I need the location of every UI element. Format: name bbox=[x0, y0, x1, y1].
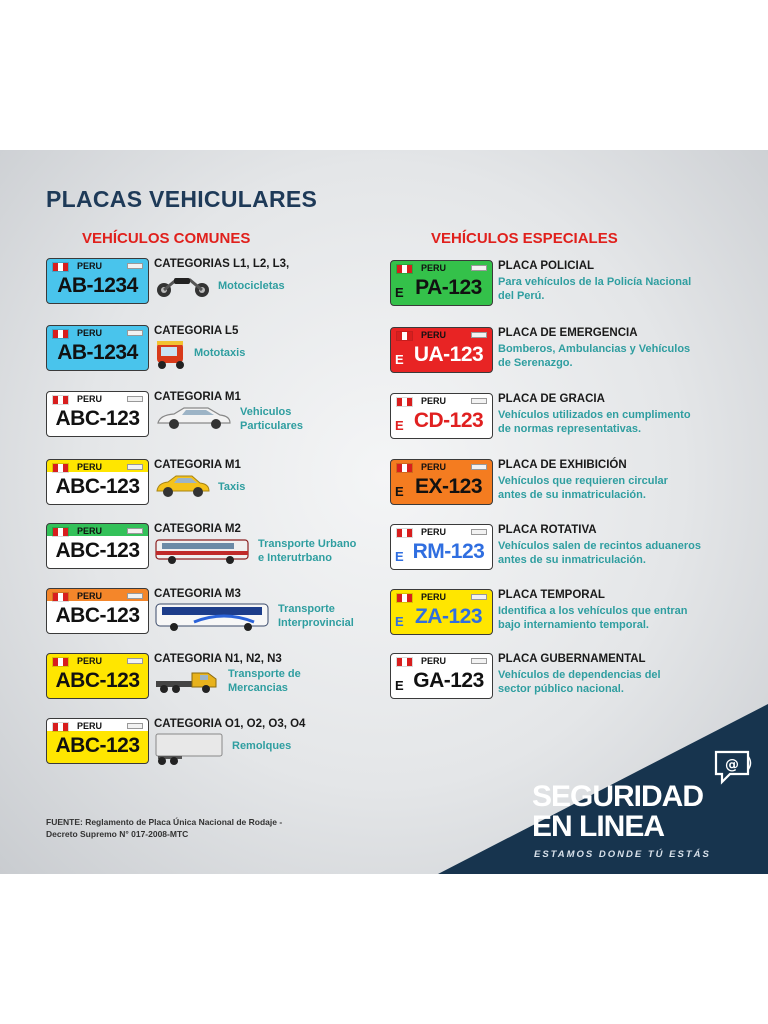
plate-number: AB-1234 bbox=[57, 274, 138, 297]
peru-flag-icon bbox=[53, 396, 68, 404]
plate-country: PERU bbox=[421, 656, 447, 666]
plate-description bbox=[194, 346, 245, 360]
license-plate bbox=[390, 260, 493, 306]
description-line: Transporte Urbano bbox=[258, 538, 357, 550]
plate-code-box bbox=[471, 529, 487, 535]
plate-description bbox=[498, 539, 701, 567]
plate-number: PA-123 bbox=[415, 276, 482, 299]
description-line: Vehículos utilizados en cumplimento bbox=[498, 409, 691, 421]
plate-description bbox=[278, 602, 354, 630]
license-plate bbox=[390, 459, 493, 505]
peru-flag-icon bbox=[397, 332, 412, 340]
plate-country: PERU bbox=[421, 263, 447, 273]
plate-number: ABC-123 bbox=[55, 734, 140, 757]
description-line: Identifica a los vehículos que entran bbox=[498, 605, 688, 617]
plate-country: PERU bbox=[77, 328, 103, 338]
plate-number: GA-123 bbox=[413, 669, 484, 692]
coach-bus-icon bbox=[154, 602, 272, 637]
motorcycle-icon bbox=[154, 272, 212, 303]
plate-description bbox=[498, 604, 688, 632]
license-plate bbox=[390, 327, 493, 373]
at-sign-chat-icon bbox=[712, 748, 754, 793]
plate-category: CATEGORIA M1 bbox=[154, 391, 241, 403]
description-line: Particulares bbox=[240, 420, 303, 432]
urban-bus-icon bbox=[154, 537, 252, 570]
description-line: antes de su inmatriculación. bbox=[498, 554, 646, 566]
peru-flag-icon bbox=[53, 658, 68, 666]
plate-description bbox=[232, 739, 291, 753]
brand-tagline: ESTAMOS DONDE TÚ ESTÁS bbox=[534, 849, 711, 860]
plate-country: PERU bbox=[421, 527, 447, 537]
plate-code-box bbox=[471, 594, 487, 600]
plate-code-box bbox=[127, 593, 143, 599]
plate-code-box bbox=[127, 528, 143, 534]
description-line: Vehículos que requieren circular bbox=[498, 475, 668, 487]
description-line: e Interutrbano bbox=[258, 552, 332, 564]
plate-code-box bbox=[127, 330, 143, 336]
description-line: Taxis bbox=[218, 481, 246, 493]
trailer-icon bbox=[154, 732, 226, 771]
plate-number: ABC-123 bbox=[55, 669, 140, 692]
description-line: Vehículos de dependencias del bbox=[498, 669, 661, 681]
plate-description bbox=[240, 405, 303, 433]
peru-flag-icon bbox=[53, 464, 68, 472]
license-plate bbox=[46, 588, 149, 634]
plate-description bbox=[228, 667, 301, 695]
peru-flag-icon bbox=[397, 529, 412, 537]
plate-code-box bbox=[471, 398, 487, 404]
description-line: Bomberos, Ambulancias y Vehículos bbox=[498, 343, 691, 355]
plate-country: PERU bbox=[421, 330, 447, 340]
plate-prefix: E bbox=[395, 352, 404, 367]
plate-description bbox=[218, 480, 245, 494]
brand-name-line-1: SEGURIDAD bbox=[532, 780, 704, 813]
license-plate bbox=[46, 523, 149, 569]
plate-prefix: E bbox=[395, 418, 404, 433]
plate-category: CATEGORIA M2 bbox=[154, 523, 241, 535]
plate-number: EX-123 bbox=[414, 475, 483, 498]
plate-prefix: E bbox=[395, 678, 404, 693]
svg-text:@: @ bbox=[725, 757, 739, 773]
description-line: de normas representativas. bbox=[498, 423, 642, 435]
plate-number: UA-123 bbox=[413, 343, 484, 366]
peru-flag-icon bbox=[397, 398, 412, 406]
description-line: de Serenazgo. bbox=[498, 357, 573, 369]
plate-number: ABC-123 bbox=[55, 475, 140, 498]
peru-flag-icon bbox=[53, 593, 68, 601]
license-plate bbox=[46, 718, 149, 764]
description-line: Para vehículos de la Policía Nacional bbox=[498, 276, 692, 288]
section-title-special: VEHÍCULOS ESPECIALES bbox=[431, 230, 618, 247]
taxi-icon bbox=[154, 473, 212, 504]
peru-flag-icon bbox=[53, 330, 68, 338]
plate-description bbox=[258, 537, 356, 565]
plate-description bbox=[498, 275, 691, 303]
plate-country: PERU bbox=[77, 656, 103, 666]
plate-country: PERU bbox=[77, 462, 103, 472]
license-plate bbox=[390, 524, 493, 570]
plate-category: CATEGORIA O1, O2, O3, O4 bbox=[154, 718, 306, 730]
plate-code-box bbox=[471, 464, 487, 470]
plate-prefix: E bbox=[395, 614, 404, 629]
peru-flag-icon bbox=[53, 263, 68, 271]
license-plate bbox=[46, 325, 149, 371]
license-plate bbox=[390, 393, 493, 439]
plate-category: CATEGORIA M3 bbox=[154, 588, 241, 600]
plate-category: PLACA POLICIAL bbox=[498, 260, 595, 272]
plate-description bbox=[498, 408, 691, 436]
license-plate bbox=[390, 653, 493, 699]
description-line: Remolques bbox=[232, 740, 292, 752]
description-line: Transporte bbox=[278, 603, 335, 615]
peru-flag-icon bbox=[53, 528, 68, 536]
plate-prefix: E bbox=[395, 549, 404, 564]
peru-flag-icon bbox=[397, 594, 412, 602]
plate-description bbox=[218, 279, 285, 293]
description-line: sector público nacional. bbox=[498, 683, 624, 695]
plate-code-box bbox=[471, 265, 487, 271]
brand-name-line-2: EN LINEA bbox=[532, 810, 665, 843]
plate-category: PLACA DE EMERGENCIA bbox=[498, 327, 638, 339]
license-plate bbox=[46, 258, 149, 304]
plate-number: CD-123 bbox=[413, 409, 484, 432]
plate-number: ABC-123 bbox=[55, 407, 140, 430]
plate-category: PLACA DE EXHIBICIÓN bbox=[498, 459, 627, 471]
description-line: Interprovincial bbox=[278, 617, 354, 629]
plate-description bbox=[498, 668, 661, 696]
peru-flag-icon bbox=[397, 658, 412, 666]
plate-country: PERU bbox=[421, 462, 447, 472]
plate-category: PLACA GUBERNAMENTAL bbox=[498, 653, 646, 665]
source-note bbox=[46, 816, 282, 840]
plate-number: AB-1234 bbox=[57, 341, 138, 364]
description-line: bajo internamiento temporal. bbox=[498, 619, 649, 631]
plate-category: CATEGORIA L5 bbox=[154, 325, 239, 337]
plate-category: PLACA DE GRACIA bbox=[498, 393, 605, 405]
plate-country: PERU bbox=[77, 526, 103, 536]
description-line: Transporte de bbox=[228, 668, 301, 680]
plate-code-box bbox=[127, 396, 143, 402]
plate-number: RM-123 bbox=[412, 540, 485, 563]
plate-description bbox=[498, 342, 690, 370]
plate-country: PERU bbox=[77, 394, 103, 404]
plate-category: CATEGORIA M1 bbox=[154, 459, 241, 471]
description-line: Mercancias bbox=[228, 682, 288, 694]
plate-code-box bbox=[471, 332, 487, 338]
plate-country: PERU bbox=[77, 591, 103, 601]
mototaxi-icon bbox=[154, 339, 188, 376]
license-plate bbox=[46, 459, 149, 505]
plate-category: CATEGORIAS L1, L2, L3, bbox=[154, 258, 290, 270]
plate-prefix: E bbox=[395, 484, 404, 499]
source-line-2: Decreto Supremo N° 017-2008-MTC bbox=[46, 829, 189, 839]
plate-country: PERU bbox=[77, 721, 103, 731]
plate-code-box bbox=[471, 658, 487, 664]
plate-code-box bbox=[127, 658, 143, 664]
plate-code-box bbox=[127, 723, 143, 729]
peru-flag-icon bbox=[397, 265, 412, 273]
source-line-1: FUENTE: Reglamento de Placa Única Nacional de Rodaje - bbox=[46, 817, 283, 827]
license-plate bbox=[390, 589, 493, 635]
plate-prefix: E bbox=[395, 285, 404, 300]
description-line: del Perú. bbox=[498, 290, 545, 302]
plate-category: PLACA ROTATIVA bbox=[498, 524, 597, 536]
plate-country: PERU bbox=[421, 592, 447, 602]
description-line: Vehículos salen de recintos aduaneros bbox=[498, 540, 701, 552]
plate-number: ABC-123 bbox=[55, 539, 140, 562]
plate-number: ABC-123 bbox=[55, 604, 140, 627]
description-line: Vehiculos bbox=[240, 406, 292, 418]
plate-code-box bbox=[127, 263, 143, 269]
license-plate bbox=[46, 391, 149, 437]
peru-flag-icon bbox=[53, 723, 68, 731]
plate-country: PERU bbox=[421, 396, 447, 406]
description-line: Motocicletas bbox=[218, 280, 285, 292]
section-title-common: VEHÍCULOS COMUNES bbox=[82, 230, 251, 247]
infographic-card bbox=[0, 150, 768, 874]
plate-code-box bbox=[127, 464, 143, 470]
truck-icon bbox=[154, 667, 222, 700]
plate-number: ZA-123 bbox=[414, 605, 483, 628]
peru-flag-icon bbox=[397, 464, 412, 472]
page-title: PLACAS VEHICULARES bbox=[46, 186, 318, 212]
sedan-icon bbox=[154, 405, 234, 436]
plate-country: PERU bbox=[77, 261, 103, 271]
description-line: Mototaxis bbox=[194, 347, 246, 359]
plate-description bbox=[498, 474, 668, 502]
description-line: antes de su inmatriculación. bbox=[498, 489, 646, 501]
license-plate bbox=[46, 653, 149, 699]
plate-category: CATEGORIA N1, N2, N3 bbox=[154, 653, 282, 665]
plate-category: PLACA TEMPORAL bbox=[498, 589, 605, 601]
